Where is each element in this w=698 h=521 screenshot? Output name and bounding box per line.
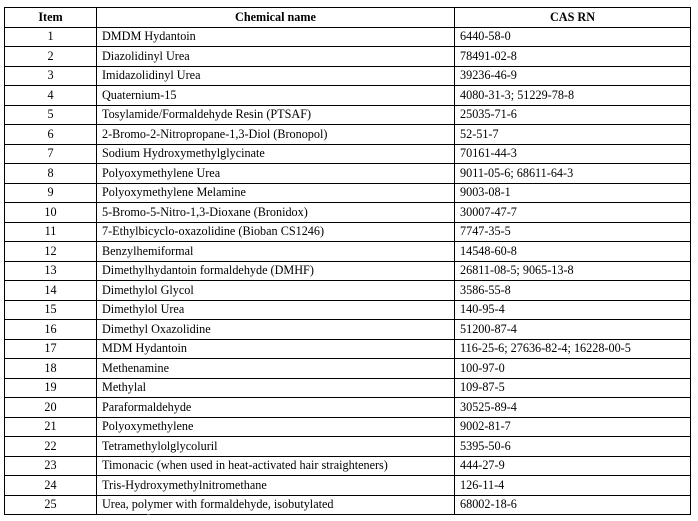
header-item: Item (5, 8, 97, 28)
table-row (5, 300, 691, 320)
table-row (5, 242, 691, 262)
cas-cell: 444-27-9 (455, 456, 691, 476)
table-row (5, 144, 691, 164)
table-header (5, 8, 691, 28)
chemical-name-cell: DMDM Hydantoin (97, 27, 455, 47)
item-cell: 10 (5, 203, 97, 223)
cas-cell: 5395-50-6 (455, 437, 691, 457)
item-cell: 2 (5, 47, 97, 67)
item-cell: 19 (5, 378, 97, 398)
item-cell: 16 (5, 320, 97, 340)
cas-cell: 52-51-7 (455, 125, 691, 145)
chemical-name-cell: Sodium Hydroxymethylglycinate (97, 144, 455, 164)
chemical-name-cell: Tris-Hydroxymethylnitromethane (97, 476, 455, 496)
header-cas-rn: CAS RN (455, 8, 691, 28)
cas-cell: 126-11-4 (455, 476, 691, 496)
item-cell: 13 (5, 261, 97, 281)
chemical-name-cell: 7-Ethylbicyclo-oxazolidine (Bioban CS1246) (97, 222, 455, 242)
chemical-name-cell: Timonacic (when used in heat-activated hair straighteners) (97, 456, 455, 476)
item-cell: 17 (5, 339, 97, 359)
chemical-name-cell: Polyoxymethylene Melamine (97, 183, 455, 203)
item-cell: 8 (5, 164, 97, 184)
table-row (5, 417, 691, 437)
chemical-name-cell: 2-Bromo-2-Nitropropane-1,3-Diol (Bronopol) (97, 125, 455, 145)
cas-cell: 4080-31-3; 51229-78-8 (455, 86, 691, 106)
table-row (5, 203, 691, 223)
item-cell: 1 (5, 27, 97, 47)
table-row (5, 66, 691, 86)
item-cell: 14 (5, 281, 97, 301)
item-cell: 23 (5, 456, 97, 476)
cas-cell: 39236-46-9 (455, 66, 691, 86)
cas-cell: 26811-08-5; 9065-13-8 (455, 261, 691, 281)
item-cell: 18 (5, 359, 97, 379)
chemical-name-cell: Polyoxymethylene Urea (97, 164, 455, 184)
cas-cell: 70161-44-3 (455, 144, 691, 164)
chemical-name-cell: Imidazolidinyl Urea (97, 66, 455, 86)
chemical-name-cell: Dimethylol Urea (97, 300, 455, 320)
item-cell: 4 (5, 86, 97, 106)
cas-cell: 100-97-0 (455, 359, 691, 379)
item-cell: 15 (5, 300, 97, 320)
chemical-name-cell: 5-Bromo-5-Nitro-1,3-Dioxane (Bronidox) (97, 203, 455, 223)
table-row (5, 437, 691, 457)
cas-cell: 78491-02-8 (455, 47, 691, 67)
chemical-name-cell: Urea, polymer with formaldehyde, isobutylated (97, 495, 455, 515)
item-cell: 12 (5, 242, 97, 262)
item-cell: 20 (5, 398, 97, 418)
table-row (5, 86, 691, 106)
cas-cell: 7747-35-5 (455, 222, 691, 242)
table-row (5, 183, 691, 203)
cas-cell: 14548-60-8 (455, 242, 691, 262)
table-body (5, 27, 691, 515)
table-row (5, 339, 691, 359)
table-row (5, 398, 691, 418)
cas-cell: 30525-89-4 (455, 398, 691, 418)
chemical-name-cell: Methylal (97, 378, 455, 398)
table-row (5, 320, 691, 340)
chemical-name-cell: Tetramethylolglycoluril (97, 437, 455, 457)
item-cell: 25 (5, 495, 97, 515)
item-cell: 5 (5, 105, 97, 125)
cas-cell: 3586-55-8 (455, 281, 691, 301)
table-row (5, 164, 691, 184)
cas-cell: 9002-81-7 (455, 417, 691, 437)
item-cell: 11 (5, 222, 97, 242)
table-row (5, 495, 691, 515)
chemical-name-cell: Diazolidinyl Urea (97, 47, 455, 67)
table-row (5, 476, 691, 496)
chemical-table (4, 7, 691, 515)
chemical-name-cell: Paraformaldehyde (97, 398, 455, 418)
stray-mark (147, 514, 150, 515)
cas-cell: 9003-08-1 (455, 183, 691, 203)
item-cell: 7 (5, 144, 97, 164)
header-chemical-name: Chemical name (97, 8, 455, 28)
chemical-name-cell: Tosylamide/Formaldehyde Resin (PTSAF) (97, 105, 455, 125)
cas-cell: 140-95-4 (455, 300, 691, 320)
table-row (5, 456, 691, 476)
chemical-name-cell: MDM Hydantoin (97, 339, 455, 359)
table-row (5, 105, 691, 125)
item-cell: 24 (5, 476, 97, 496)
chemical-name-cell: Dimethyl Oxazolidine (97, 320, 455, 340)
item-cell: 3 (5, 66, 97, 86)
table-row (5, 27, 691, 47)
table-row (5, 359, 691, 379)
table-row (5, 47, 691, 67)
table-row (5, 281, 691, 301)
table-row (5, 378, 691, 398)
item-cell: 21 (5, 417, 97, 437)
cas-cell: 68002-18-6 (455, 495, 691, 515)
header-row (5, 8, 691, 28)
table-row (5, 125, 691, 145)
chemical-name-cell: Dimethylol Glycol (97, 281, 455, 301)
chemical-name-cell: Quaternium-15 (97, 86, 455, 106)
table-row (5, 261, 691, 281)
cas-cell: 109-87-5 (455, 378, 691, 398)
cas-cell: 116-25-6; 27636-82-4; 16228-00-5 (455, 339, 691, 359)
cas-cell: 30007-47-7 (455, 203, 691, 223)
cas-cell: 25035-71-6 (455, 105, 691, 125)
item-cell: 9 (5, 183, 97, 203)
cas-cell: 6440-58-0 (455, 27, 691, 47)
chemical-name-cell: Methenamine (97, 359, 455, 379)
item-cell: 22 (5, 437, 97, 457)
chemical-name-cell: Dimethylhydantoin formaldehyde (DMHF) (97, 261, 455, 281)
cas-cell: 51200-87-4 (455, 320, 691, 340)
cas-cell: 9011-05-6; 68611-64-3 (455, 164, 691, 184)
table-row (5, 222, 691, 242)
chemical-name-cell: Polyoxymethylene (97, 417, 455, 437)
item-cell: 6 (5, 125, 97, 145)
chemical-name-cell: Benzylhemiformal (97, 242, 455, 262)
